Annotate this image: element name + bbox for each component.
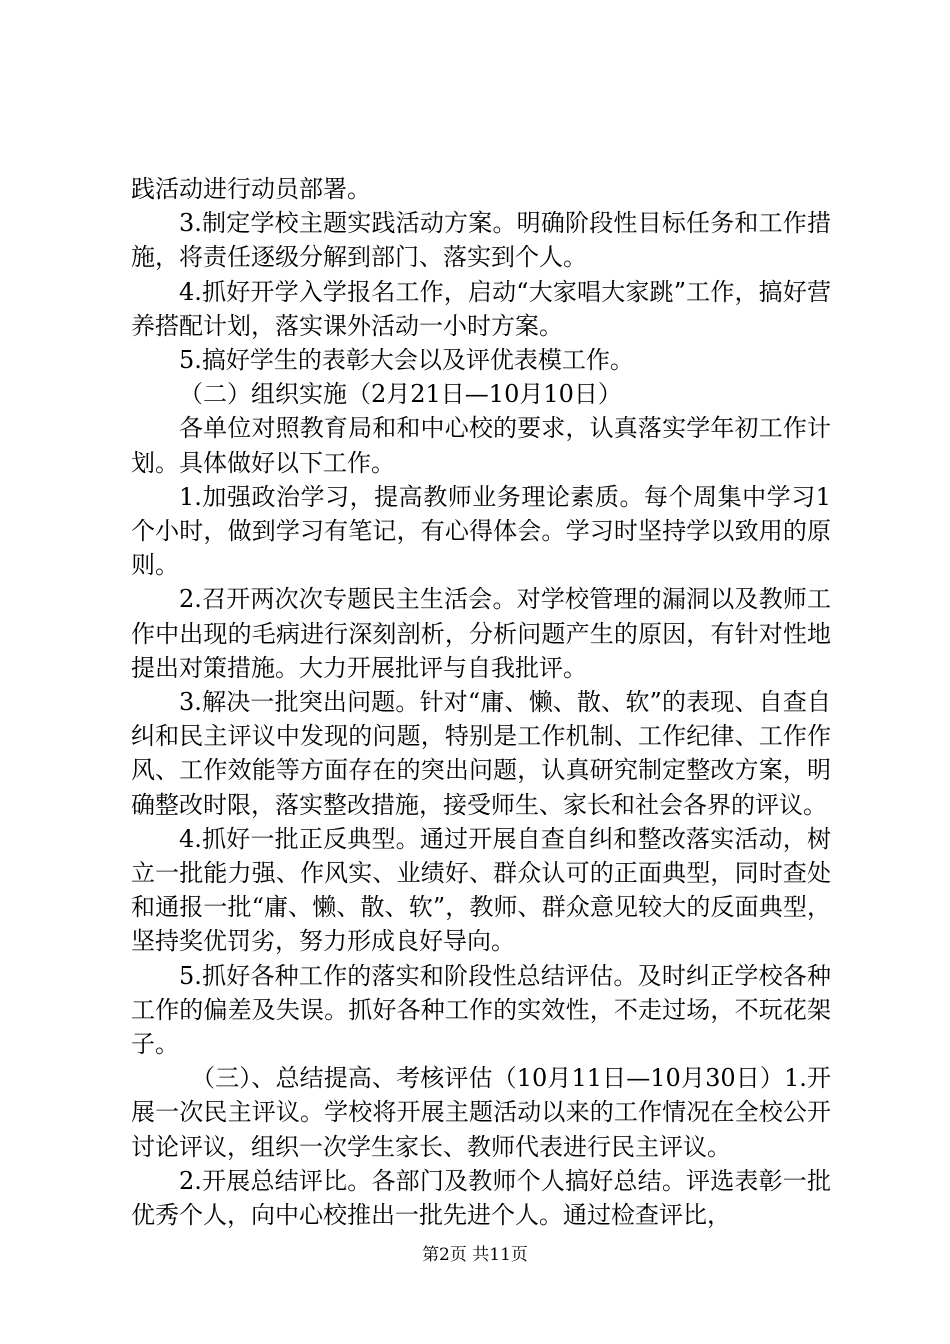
- body-paragraph: 3.制定学校主题实践活动方案。明确阶段性目标任务和工作措施，将责任逐级分解到部门、落实到个人。: [131, 209, 831, 272]
- page-number-label: 第2页 共11页: [422, 1245, 528, 1265]
- body-paragraph: 5.抓好各种工作的落实和阶段性总结评估。及时纠正学校各种工作的偏差及失误。抓好各种工作的实效性，不走过场，不玩花架子。: [131, 961, 831, 1059]
- body-paragraph: （三）、总结提高、考核评估（10月11日—10月30日）1.开展一次民主评议。学校将开展主题活动以来的工作情况在全校公开讨论评议，组织一次学生家长、教师代表进行民主评议。: [131, 1064, 831, 1161]
- body-paragraph: 1.加强政治学习，提高教师业务理论素质。每个周集中学习1个小时，做到学习有笔记，有心得体会。学习时坚持学以致用的原则。: [131, 482, 831, 580]
- body-paragraph: 2.召开两次次专题民主生活会。对学校管理的漏洞以及教师工作中出现的毛病进行深刻剖析，分析问题产生的原因，有针对性地提出对策措施。大力开展批评与自我批评。: [131, 585, 831, 682]
- body-paragraph: 各单位对照教育局和和中心校的要求，认真落实学年初工作计划。具体做好以下工作。: [131, 414, 831, 477]
- body-paragraph: 4.抓好开学入学报名工作，启动“大家唱大家跳”工作，搞好营养搭配计划，落实课外活动一小时方案。: [131, 277, 831, 340]
- body-paragraph: 5.搞好学生的表彰大会以及评优表模工作。: [179, 346, 634, 375]
- page-footer: [0, 1243, 950, 1267]
- body-paragraph: 践活动进行动员部署。: [131, 175, 371, 203]
- body-paragraph: 4.抓好一批正反典型。通过开展自查自纠和整改落实活动，树立一批能力强、作风实、业绩好、群众认可的正面典型，同时查处和通报一批“庸、懒、散、软”，教师、群众意见较大的反面典型，坚持奖优罚劣，努力形成良好导向。: [131, 824, 831, 956]
- body-paragraph: （二）组织实施（2月21日—10月10日）: [179, 380, 622, 409]
- body-paragraph: 3.解决一批突出问题。针对“庸、懒、散、软”的表现、自查自纠和民主评议中发现的问题，特别是工作机制、工作纪律、工作作风、工作效能等方面存在的突出问题，认真研究制定整改方案，明确整改时限，落实整改措施，接受师生、家长和社会各界的评议。: [131, 688, 831, 819]
- document-body: [131, 172, 831, 1232]
- body-paragraph: 2.开展总结评比。各部门及教师个人搞好总结。评选表彰一批优秀个人，向中心校推出一批先进个人。通过检查评比，: [131, 1166, 831, 1230]
